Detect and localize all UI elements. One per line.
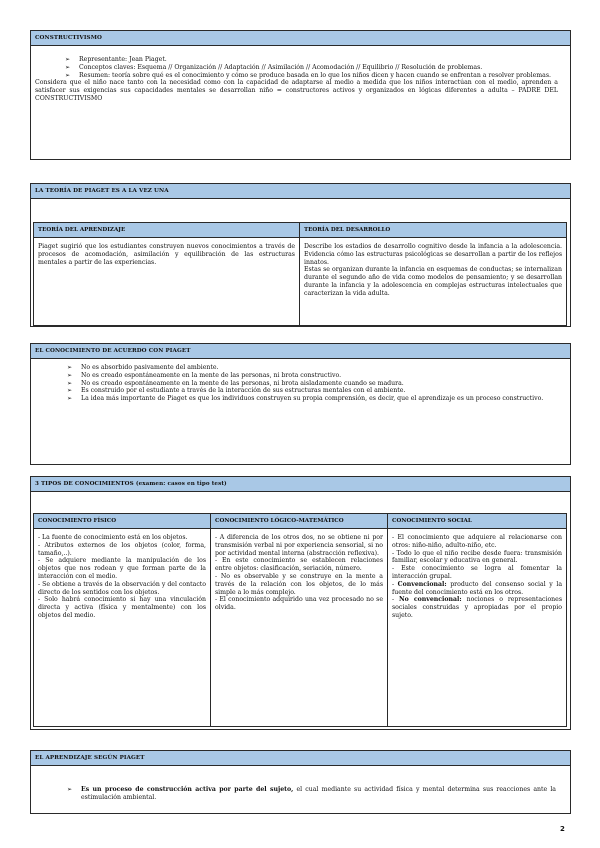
column-line: - Se obtiene a través de la observación y del contacto directo de los sentidos con los objetos. bbox=[38, 580, 206, 596]
column-line: - En este conocimiento se establecen relaciones entre objetos: clasificación, seriación, número. bbox=[215, 557, 383, 573]
bullet-list bbox=[35, 56, 558, 79]
column-paragraph: Describe los estadios de desarrollo cognitivo desde la infancia a la adolescencia. Evidencia cómo las estructuras psicológicas se desarrollan a partir de los reflejos innatos. bbox=[304, 243, 562, 266]
convencional-label: Convencional: bbox=[397, 580, 447, 588]
column-text bbox=[34, 529, 210, 622]
tipos-col-logico bbox=[211, 514, 388, 726]
list-item: ➢ Representante: Jean Piaget. bbox=[63, 56, 558, 64]
section-title: 3 TIPOS DE CONOCIMIENTOS (examen: casos en tipo test) bbox=[31, 477, 570, 492]
list-item bbox=[65, 786, 556, 802]
page-number: 2 bbox=[560, 825, 565, 833]
bullet-list bbox=[65, 364, 560, 403]
column-line: - El conocimiento que adquiere al relacionarse con otros: niño-niño, adulto-niño, etc. bbox=[392, 534, 562, 549]
column-header: TEORÍA DEL DESARROLLO bbox=[300, 223, 566, 238]
section-aprendizaje bbox=[30, 750, 571, 814]
tipos-col-social bbox=[388, 514, 566, 726]
convencional-text: producto del consenso social y la fuente del conocimiento está en los otros. bbox=[392, 580, 563, 596]
list-item: ➢ No es absorbido pasivamente del ambiente. bbox=[65, 364, 560, 372]
list-item: ➢ No es creado espontáneamente en la mente de las personas, ni brota aisladamente cuando se madura. bbox=[65, 380, 560, 388]
teoria-table bbox=[33, 222, 567, 326]
column-line: - Solo habrá conocimiento si hay una vinculación directa y activa (física y mentalmente) con los objetos del medio. bbox=[38, 596, 206, 619]
column-line: - Se adquiere mediante la manipulación de los objetos que nos rodean y que forman parte de la interacción con el medio. bbox=[38, 557, 206, 580]
teoria-col-desarrollo bbox=[300, 223, 566, 325]
convencional-item: - Convencional: producto del consenso social y la fuente del conocimiento está en los otros. bbox=[392, 580, 563, 596]
no-convencional-item: - No convencional: nociones o representaciones sociales construidas y apropiadas por el propio sujeto. bbox=[392, 596, 563, 619]
list-item: ➢ La idea más importante de Piaget es que los individuos construyen su propia comprensión, es decir, que el aprendizaje es un proceso constructivo. bbox=[65, 395, 560, 403]
column-line: - No es observable y se construye en la mente a través de la relación con los objetos, de lo más simple a lo más complejo. bbox=[215, 572, 383, 596]
column-text bbox=[300, 238, 566, 300]
list-item: ➢ Resumen: teoría sobre qué es el conocimiento y cómo se produce basada en lo que los niños dicen y hacen cuando se enfrentan a resolver problemas. bbox=[63, 72, 558, 80]
section-body bbox=[31, 766, 570, 802]
column-line: - La fuente de conocimiento está en los objetos. bbox=[38, 534, 188, 541]
column-paragraph: Estas se organizan durante la infancia en esquemas de conductas; se internalizan durante el segundo año de vida como modelos de pensamiento; y se desarrollan durante la infancia y la adolescencia en complejas estructuras intelectuales que caracterizan la vida adulta. bbox=[304, 266, 562, 297]
no-convencional-label: No convencional: bbox=[399, 596, 462, 604]
section-conocimiento bbox=[30, 343, 571, 465]
column-line: - Atributos externos de los objetos (color, forma, tamaño,..). bbox=[38, 541, 206, 557]
highlight-text: Es un proceso de construcción activa por parte del sujeto, bbox=[81, 786, 294, 793]
section-title: LA TEORÍA DE PIAGET ES A LA VEZ UNA bbox=[31, 184, 570, 199]
section-title: EL APRENDIZAJE SEGÚN PIAGET bbox=[31, 751, 570, 766]
column-text bbox=[211, 529, 387, 614]
column-line: - El conocimiento adquirido una vez procesado no se olvida. bbox=[215, 596, 383, 612]
section-body bbox=[31, 359, 570, 403]
column-line: - Todo lo que el niño recibe desde fuera: transmisión familiar, escolar y educativa en general. bbox=[392, 549, 562, 565]
section-body bbox=[31, 46, 570, 103]
column-line: - A diferencia de los otros dos, no se obtiene ni por transmisión verbal ni por experiencia sensorial, si no por actividad mental interna (abstracción reflexiva). bbox=[215, 534, 383, 557]
list-item: ➢ Conceptos claves: Esquema // Organización // Adaptación // Asimilación // Acomodación // Equilibrio // Resolución de problemas. bbox=[63, 64, 558, 72]
tipos-col-fisico bbox=[34, 514, 211, 726]
body-text: el cual mediante su actividad física y mental determina sus reacciones ante la estimulación ambiental. bbox=[81, 786, 556, 801]
bullet-list bbox=[65, 786, 556, 802]
column-line: - Este conocimiento se logra al fomentar la interacción grupal. bbox=[392, 565, 562, 580]
no-convencional-text: nociones o representaciones sociales construidas y apropiadas por el propio sujeto. bbox=[392, 596, 563, 619]
column-header: CONOCIMIENTO LÓGICO-MATEMÁTICO bbox=[211, 514, 387, 529]
column-header: TEORÍA DEL APRENDIZAJE bbox=[34, 223, 299, 238]
list-item: ➢ Es construido por el estudiante a través de la interacción de sus estructuras mentales con el ambiente. bbox=[65, 387, 560, 395]
column-header: CONOCIMIENTO SOCIAL bbox=[388, 514, 566, 529]
column-text: Piaget sugirió que los estudiantes construyen nuevos conocimientos a través de procesos de acomodación, asimilación y equilibración de las estructuras mentales a partir de las experiencias. bbox=[38, 243, 295, 266]
column-header: CONOCIMIENTO FÍSICO bbox=[34, 514, 210, 529]
column-text bbox=[388, 529, 566, 622]
tipos-table bbox=[33, 513, 567, 727]
section-constructivismo bbox=[30, 30, 571, 160]
paragraph: Considera que el niño nace tanto con la necesidad como con la capacidad de adaptarse al medio a medida que los niños interactúan con el medio, aprenden a satisfacer sus exigencias sus capacidades mentales se desarrollan niño = constructores activos y organizados en lógicas diferentes a adulta – PADRE DEL CONSTRUCTIVISMO bbox=[35, 79, 558, 102]
section-title: EL CONOCIMIENTO DE ACUERDO CON PIAGET bbox=[31, 344, 570, 359]
section-title: CONSTRUCTIVISMO bbox=[31, 31, 570, 46]
teoria-col-aprendizaje bbox=[34, 223, 300, 325]
list-item: ➢ No es creado espontáneamente en la mente de las personas, ni brota constructivo. bbox=[65, 372, 560, 380]
